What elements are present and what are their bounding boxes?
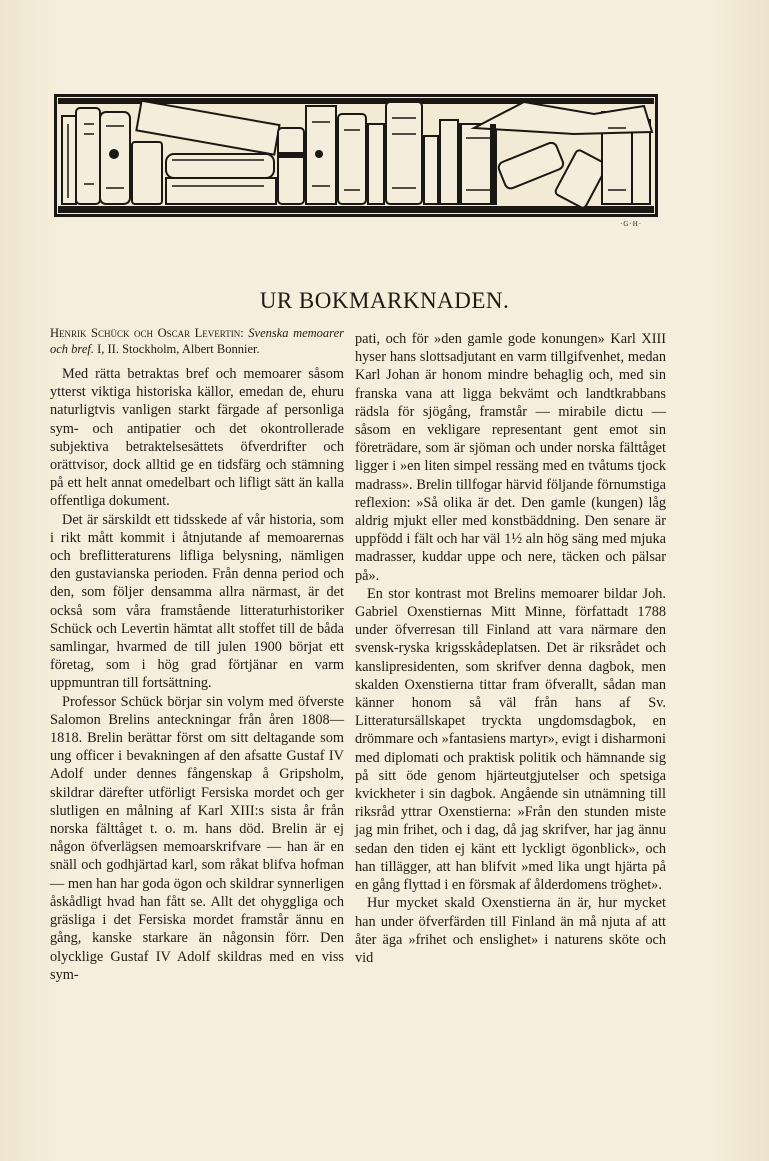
paragraph: Med rätta betraktas bref och memoarer såsom ytterst viktiga historiska källor, emedan de, ehuru naturligtvis vanligen starkt färgade af personliga sym- och antipatier och det okontrollerade subjektiva betraktelsesättets öfverdrifter och orättvisor, dock alltid ge en tidsfärg och stämning på ett helt annat omedelbart och lifligt sätt än kalla offentliga dokument. — [50, 366, 344, 510]
paragraph: En stor kontrast mot Brelins memoarer bildar Joh. Gabriel Oxenstiernas Mitt Minne, författadt 1788 under öfverresan till Finland att vara närmare den svensk-ryska krigsskådeplatsen. Det är riksrådet och kanslipresidenten, som skrifver denna dagbok, men skalden Oxenstierna tittar fram öfverallt, sådan man känner honom så väl från hans af Sv. Litteratursällskapet tryckta ungdomsdagbok, en drömmare och »fantasiens martyr», evigt i disharmoni med diplomati och praktisk politik och hämnande sig på sitt öde genom hjärteutgjutelser och spetsiga kvickheter i sin dagbok. Angående sin utnämning till riksråd yttrar Oxenstierna: »Från den stunden miste jag min frihet, och i dag, då jag skrifver, har jag ännu sedan den tiden ej känt ett lyckligt ögonblick», och han tillägger, att han blifvit »med lika ungt hjärta på en gång flyttad i en försmak af ålderdomens tröghet». — [355, 585, 666, 894]
paragraph: Hur mycket skald Oxenstierna än är, hur mycket han under öfverfärden till Finland än må njuta af att åter äga »frihet och enslighet» i naturens sköte och vid — [355, 895, 666, 966]
left-column — [50, 326, 344, 984]
reference-work: Svenska memoarer och bref. — [50, 326, 344, 356]
paragraph: Det är särskildt ett tidsskede af vår historia, som i rikt mått kommit i åtnjutande af memoarernas och breflitteraturens lifliga belysning, nämligen den gustavianska perioden. Från denna period och den, som följer densamma allra närmast, är det också som våra framstående litteraturhistoriker Schück och Levertin hämtat allt stoffet till de båda samlingar, hvarmed de till julen 1900 börjat ett företag, som i hög grad förtjänar en varm uppmuntran till fortsättning. — [50, 511, 344, 692]
right-column — [355, 330, 666, 967]
paragraph: pati, och för »den gamle gode konungen» Karl XIII hyser hans slottsadjutant en varm tillgifvenhet, medan Karl Johan är honom mindre behaglig och, med sin franska vana att ligga bekvämt och landtkrabbans rädsla för sjögång, framstår — mirabile dictu — såsom en vekligare representant gent emot sin företrädare, som är sjöman och under norska fälttåget ligger i »en liten simpel ressäng med en tvåtums tjock madrass». Brelin tillfogar härvid följande förnumstiga reflexion: »Så olika är det. Den gamle (kungen) låg aldrig mjukt eller med konstbäddning. Den senare är uppfödd i fält och har väl 1½ aln hög säng med mjuka madrasser, kuddar uppe och nere, täcken och pälsar på». — [355, 331, 666, 584]
book-reference — [50, 326, 344, 357]
article-title: UR BOKMARKNADEN. — [259, 288, 510, 313]
reference-details: I, II. Stockholm, Albert Bonnier. — [97, 341, 260, 356]
bookshelf-drawing — [54, 94, 658, 217]
paragraph: Professor Schück börjar sin volym med öfverste Salomon Brelins anteckningar från åren 1808—1818. Brelin berättar först om sitt deltagande som ung officer i bevakningen af den afsatte Gustaf IV Adolf under dennes fångenskap å Gripsholm, skildrar därefter utförligt Fersiska mordet och ger slutligen en målning af Karl XIII:s sista år från norska fälttåget t. o. m. hans död. Brelin är ej någon öfverlägsen memoarskrifvare — han är en snäll och godhjärtad karl, som råkat blifva hofman — men han har goda ögon och skildrar synnerligen åskådligt hvad han fått se. Allt det ohyggliga och gräsliga i det Fersiska mordet framstår ännu en gång, kanske starkare än någonsin förr. Den olycklige Gustaf IV Adolf skildras med en viss sym- — [50, 693, 344, 983]
reference-authors: Henrik Schück och Oscar Levertin: — [50, 326, 244, 340]
illustrator-signature: ·G·H· — [620, 220, 643, 228]
bookshelf-illustration — [54, 94, 658, 217]
